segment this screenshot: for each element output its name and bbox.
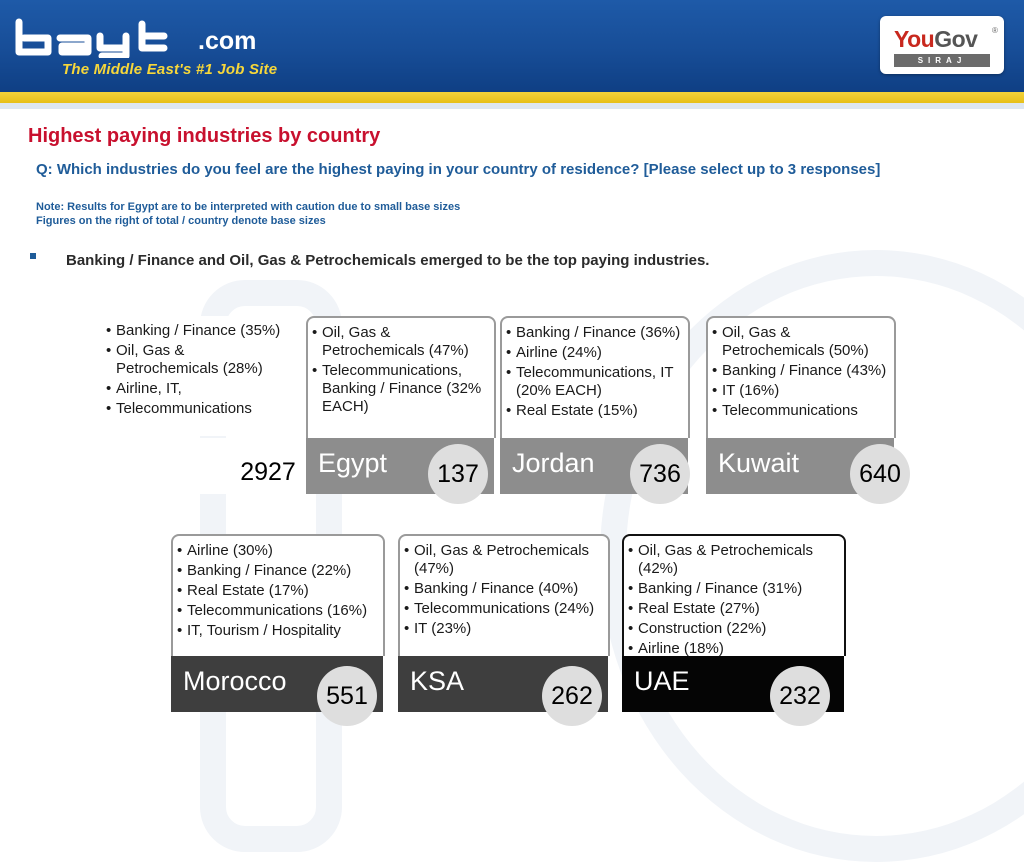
survey-question: Q: Which industries do you feel are the highest paying in your country of residence? [Please select up to 3 responses] (36, 161, 881, 178)
card-industry-list (706, 316, 896, 438)
card-industry-list (171, 534, 385, 656)
list-item: • Telecommunications (116, 400, 284, 418)
card-country-name: Kuwait (718, 448, 800, 478)
card-jordan (500, 316, 688, 494)
list-item: • Airline, IT, (116, 380, 284, 398)
list-item: • Oil, Gas & Petrochemicals (42%) (638, 542, 840, 578)
key-finding: Banking / Finance and Oil, Gas & Petrochemicals emerged to be the top paying industries. (66, 252, 710, 269)
list-item: • Oil, Gas & Petrochemicals (50%) (722, 324, 890, 360)
base-size-badge: 640 (850, 444, 910, 504)
list-item: • Airline (18%) (638, 640, 840, 656)
list-item: • Oil, Gas & Petrochemicals (47%) (414, 542, 604, 578)
list-item: • Telecommunications, IT (20% EACH) (516, 364, 684, 400)
list-item: • Real Estate (27%) (638, 600, 840, 618)
base-size-badge: 551 (317, 666, 377, 726)
list-item: • Banking / Finance (22%) (187, 562, 379, 580)
card-uae (622, 534, 844, 712)
card-country-name: Morocco (183, 666, 287, 696)
list-item: • IT (16%) (722, 382, 890, 400)
list-item: • Construction (22%) (638, 620, 840, 638)
base-size-badge: 2927 (238, 442, 298, 502)
card-country-name: Jordan (512, 448, 595, 478)
list-item: • Telecommunications, Banking / Finance (32% EACH) (322, 362, 490, 416)
logo-suffix: .com (198, 27, 257, 55)
list-item: • Banking / Finance (43%) (722, 362, 890, 380)
base-size-badge: 232 (770, 666, 830, 726)
header-light-stripe (0, 103, 1024, 109)
list-item: • Banking / Finance (31%) (638, 580, 840, 598)
card-country-name: Egypt (318, 448, 388, 478)
list-item: • Banking / Finance (36%) (516, 324, 684, 342)
registered-mark: ® (992, 26, 998, 35)
partner-subtitle: SIRAJ (894, 54, 990, 67)
card-industry-list (398, 534, 610, 656)
card-country-name: UAE (634, 666, 690, 696)
list-item: • Banking / Finance (40%) (414, 580, 604, 598)
card-industry-list (306, 316, 496, 438)
square-bullet-icon (30, 253, 36, 259)
list-item: • Telecommunications (16%) (187, 602, 379, 620)
list-item: • Oil, Gas & Petrochemicals (28%) (116, 342, 284, 378)
site-tagline: The Middle East's #1 Job Site (62, 61, 278, 78)
list-item: • Oil, Gas & Petrochemicals (47%) (322, 324, 490, 360)
base-size-badge: 736 (630, 444, 690, 504)
card-total (102, 316, 296, 494)
bayt-logo[interactable] (14, 12, 256, 58)
list-item: • Airline (24%) (516, 344, 684, 362)
note-base-sizes: Figures on the right of total / country denote base sizes (36, 215, 326, 227)
list-item: • Telecommunications (722, 402, 890, 420)
list-item: • Telecommunications (24%) (414, 600, 604, 618)
yougov-siraj-logo[interactable] (880, 16, 1004, 74)
list-item: • IT (23%) (414, 620, 604, 638)
card-morocco (171, 534, 383, 712)
card-egypt (306, 316, 494, 494)
list-item: • IT, Tourism / Hospitality (187, 622, 379, 640)
card-country-name: KSA (410, 666, 465, 696)
list-item: • Real Estate (15%) (516, 402, 684, 420)
list-item: • Real Estate (17%) (187, 582, 379, 600)
base-size-badge: 262 (542, 666, 602, 726)
header-yellow-stripe (0, 92, 1024, 103)
card-industry-list (500, 316, 690, 438)
card-ksa (398, 534, 608, 712)
bayt-wordmark-graphic (14, 18, 196, 58)
card-industry-list (622, 534, 846, 656)
card-industry-list (102, 316, 288, 436)
list-item: • Banking / Finance (35%) (116, 322, 284, 340)
base-size-badge: 137 (428, 444, 488, 504)
card-kuwait (706, 316, 901, 494)
slide-title: Highest paying industries by country (28, 125, 381, 147)
yougov-wordmark: YouGov (894, 26, 978, 52)
list-item: • Airline (30%) (187, 542, 379, 560)
site-header (0, 0, 1024, 92)
note-caution: Note: Results for Egypt are to be interpreted with caution due to small base sizes (36, 201, 461, 213)
survey-notes (36, 200, 460, 228)
